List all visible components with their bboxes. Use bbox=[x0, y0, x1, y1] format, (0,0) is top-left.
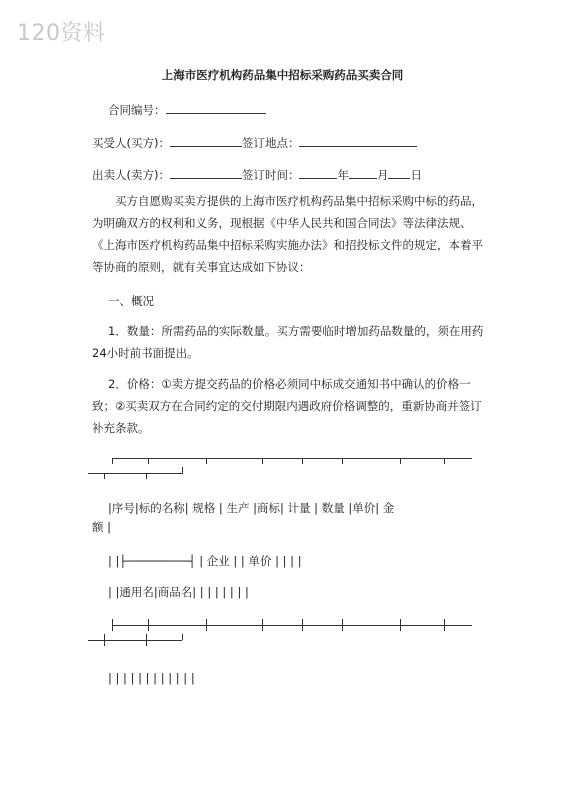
contract-title: 上海市医疗机构药品集中招标采购药品买卖合同 bbox=[161, 68, 404, 82]
seller-line bbox=[92, 166, 422, 184]
buyer-label: 买受人(买方)： bbox=[92, 136, 170, 150]
sign-place-label: 签订地点： bbox=[241, 136, 300, 150]
buyer-line bbox=[92, 134, 417, 152]
table-header-row: |序号|标的名称| 规格 | 生产 |商标| 计量 | 数量 |单价| 金 bbox=[108, 501, 395, 515]
sign-place-blank bbox=[299, 134, 417, 147]
intro-paragraph: 买方自愿购买卖方提供的上海市医疗机构药品集中招标采购中标的药品，为明确双方的权利和义务，现根据《中华人民共和国合同法》等法律法规、《上海市医疗机构药品集中招标采购实施办法》和招投标文件的规定，本着平等协商的原则，就有关事宜达成如下协议： bbox=[92, 194, 483, 274]
item-quantity: 1．数量：所需药品的实际数量。买方需要临时增加药品数量的，须在用药24小时前书面提出。 bbox=[92, 324, 484, 360]
year-label: 年 bbox=[337, 168, 349, 182]
table-header-row-wrap: 额 | bbox=[92, 520, 112, 534]
item-price: 2．价格：①卖方提交药品的价格必须同中标成交通知书中确认的价格一致；②买卖双方在合同约定的交付期限内遇政府价格调整的，重新协商并签订补充条款。 bbox=[92, 377, 482, 435]
month-label: 月 bbox=[376, 168, 389, 182]
buyer-blank bbox=[170, 134, 242, 147]
seller-label: 出卖人(卖方)： bbox=[92, 168, 170, 182]
contract-number-label: 合同编号： bbox=[108, 103, 166, 117]
day-blank bbox=[388, 166, 410, 179]
contract-number-line bbox=[108, 101, 266, 119]
table-row-manufacturer: | |├─────────┤ | 企业 | | 单价 | | | | bbox=[108, 554, 302, 568]
year-blank bbox=[299, 166, 337, 179]
watermark: 120资料 bbox=[17, 21, 106, 46]
seller-blank bbox=[170, 166, 242, 179]
table-row-names: | |通用名|商品名| | | | | | | | bbox=[108, 585, 249, 599]
month-blank bbox=[349, 166, 377, 179]
sign-time-label: 签订时间： bbox=[241, 168, 300, 182]
contract-number-blank bbox=[166, 101, 266, 114]
day-label: 日 bbox=[410, 168, 422, 182]
table-row-empty: | | | | | | | | | | | | bbox=[108, 671, 195, 685]
section-overview-heading: 一、概况 bbox=[108, 294, 154, 308]
